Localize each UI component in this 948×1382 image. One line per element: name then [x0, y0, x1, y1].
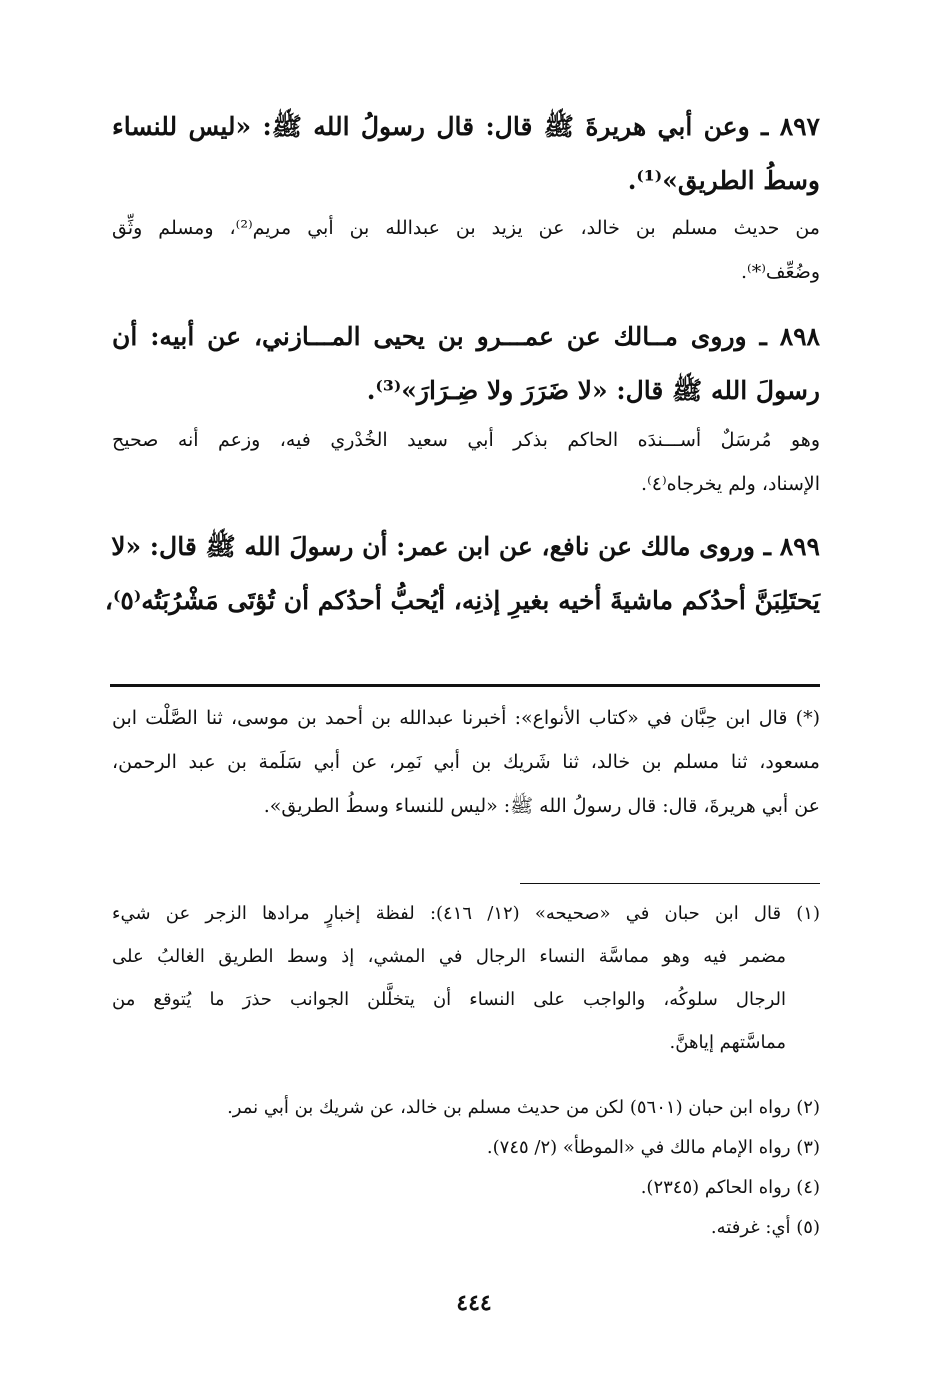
footnote-4: (٤) رواه الحاكم (٢٣٤٥). [640, 1177, 820, 1198]
main-separator-rule [110, 684, 820, 687]
note-line: وضُعِّف⁽*⁾. [740, 261, 820, 283]
hadith-line: ٨٩٨ ـ وروى مــالك عن عمـــرو بن يحيى المـــازني، عن أبيه: أن [112, 322, 820, 351]
star-note [112, 696, 820, 828]
hadith-line: رسولَ الله ﷺ قال: «لا ضَرَرَ ولا ضِـرَارَ»⁽³⁾. [366, 376, 820, 405]
note-line: الإسناد، ولم يخرجاه⁽٤⁾. [641, 473, 820, 495]
footnote-1 [112, 892, 820, 1064]
note-line: من حديث مسلم بن خالد، عن يزيد بن عبدالله بن أبي مريم⁽²⁾، ومسلم وثِّق [112, 217, 820, 239]
hadith-899 [104, 520, 820, 628]
footnote-line: مماسَّتهم إياهنَّ. [669, 1032, 786, 1053]
footnote-line: (١) قال ابن حبان في «صحيحه» (١٢/ ٤١٦): لفظة إخبارٍ مرادها الزجر عن شيء [112, 903, 820, 924]
star-note-line: عن أبي هريرةَ، قال: قال رسولُ الله ﷺ: «ليس للنساء وسطُ الطريق». [263, 795, 820, 817]
hadith-line: ٨٩٩ ـ وروى مالك عن نافع، عن ابن عمر: أن رسولَ الله ﷺ قال: «لا [111, 532, 820, 561]
footnotes-2-5 [112, 1088, 820, 1248]
footnote-2: (٢) رواه ابن حبان (٥٦٠١) لكن من حديث مسلم بن خالد، عن شريك بن أبي نمر. [227, 1097, 820, 1118]
note-line: وهو مُرسَلٌ أســـندَه الحاكم بذكر أبي سعيد الخُدْري فيه، وزعم أنه صحيح [112, 429, 820, 451]
hadith-897 [112, 100, 820, 208]
hadith-line: يَحتَلِبَنَّ أحدُكم ماشيةَ أخيه بغيرِ إذنِه، أيُحبُّ أحدُكم أن تُؤتَى مَشْرُبَتُه⁽٥⁾، [104, 586, 820, 615]
hadith-line: وسطُ الطريق»⁽¹⁾. [627, 166, 820, 195]
note-897 [112, 206, 820, 294]
footnote-5: (٥) أي: غرفته. [710, 1217, 820, 1238]
page-number: ٤٤٤ [456, 1290, 492, 1316]
footnote-line: الرجال سلوكُه، والواجب على النساء أن يتخلَّلن الجوانب حذرَ ما يُتوقع من [112, 989, 786, 1010]
star-note-line: مسعود، ثنا مسلم بن خالد، ثنا شَريك بن أبي نَمِر، عن أبي سَلَمة بن عبد الرحمن، [112, 751, 820, 773]
star-note-line: (*) قال ابن حِبَّان في «كتاب الأنواع»: أخبرنا عبدالله بن أحمد بن موسى، ثنا الصَّلْت ابن [112, 707, 820, 729]
footnote-line: مضمر فيه وهو مماسَّة النساء الرجال في المشي، إذ وسط الطريق الغالبُ على [112, 946, 786, 967]
note-898 [112, 418, 820, 506]
footnote-3: (٣) رواه الإمام مالك في «الموطأ» (٢/ ٧٤٥). [486, 1137, 820, 1158]
hadith-898 [112, 310, 820, 418]
footnote-separator-rule [520, 883, 820, 884]
hadith-line: ٨٩٧ ـ وعن أبي هريرةَ ﷺ قال: قال رسولُ الله ﷺ: «ليس للنساء [112, 112, 820, 141]
